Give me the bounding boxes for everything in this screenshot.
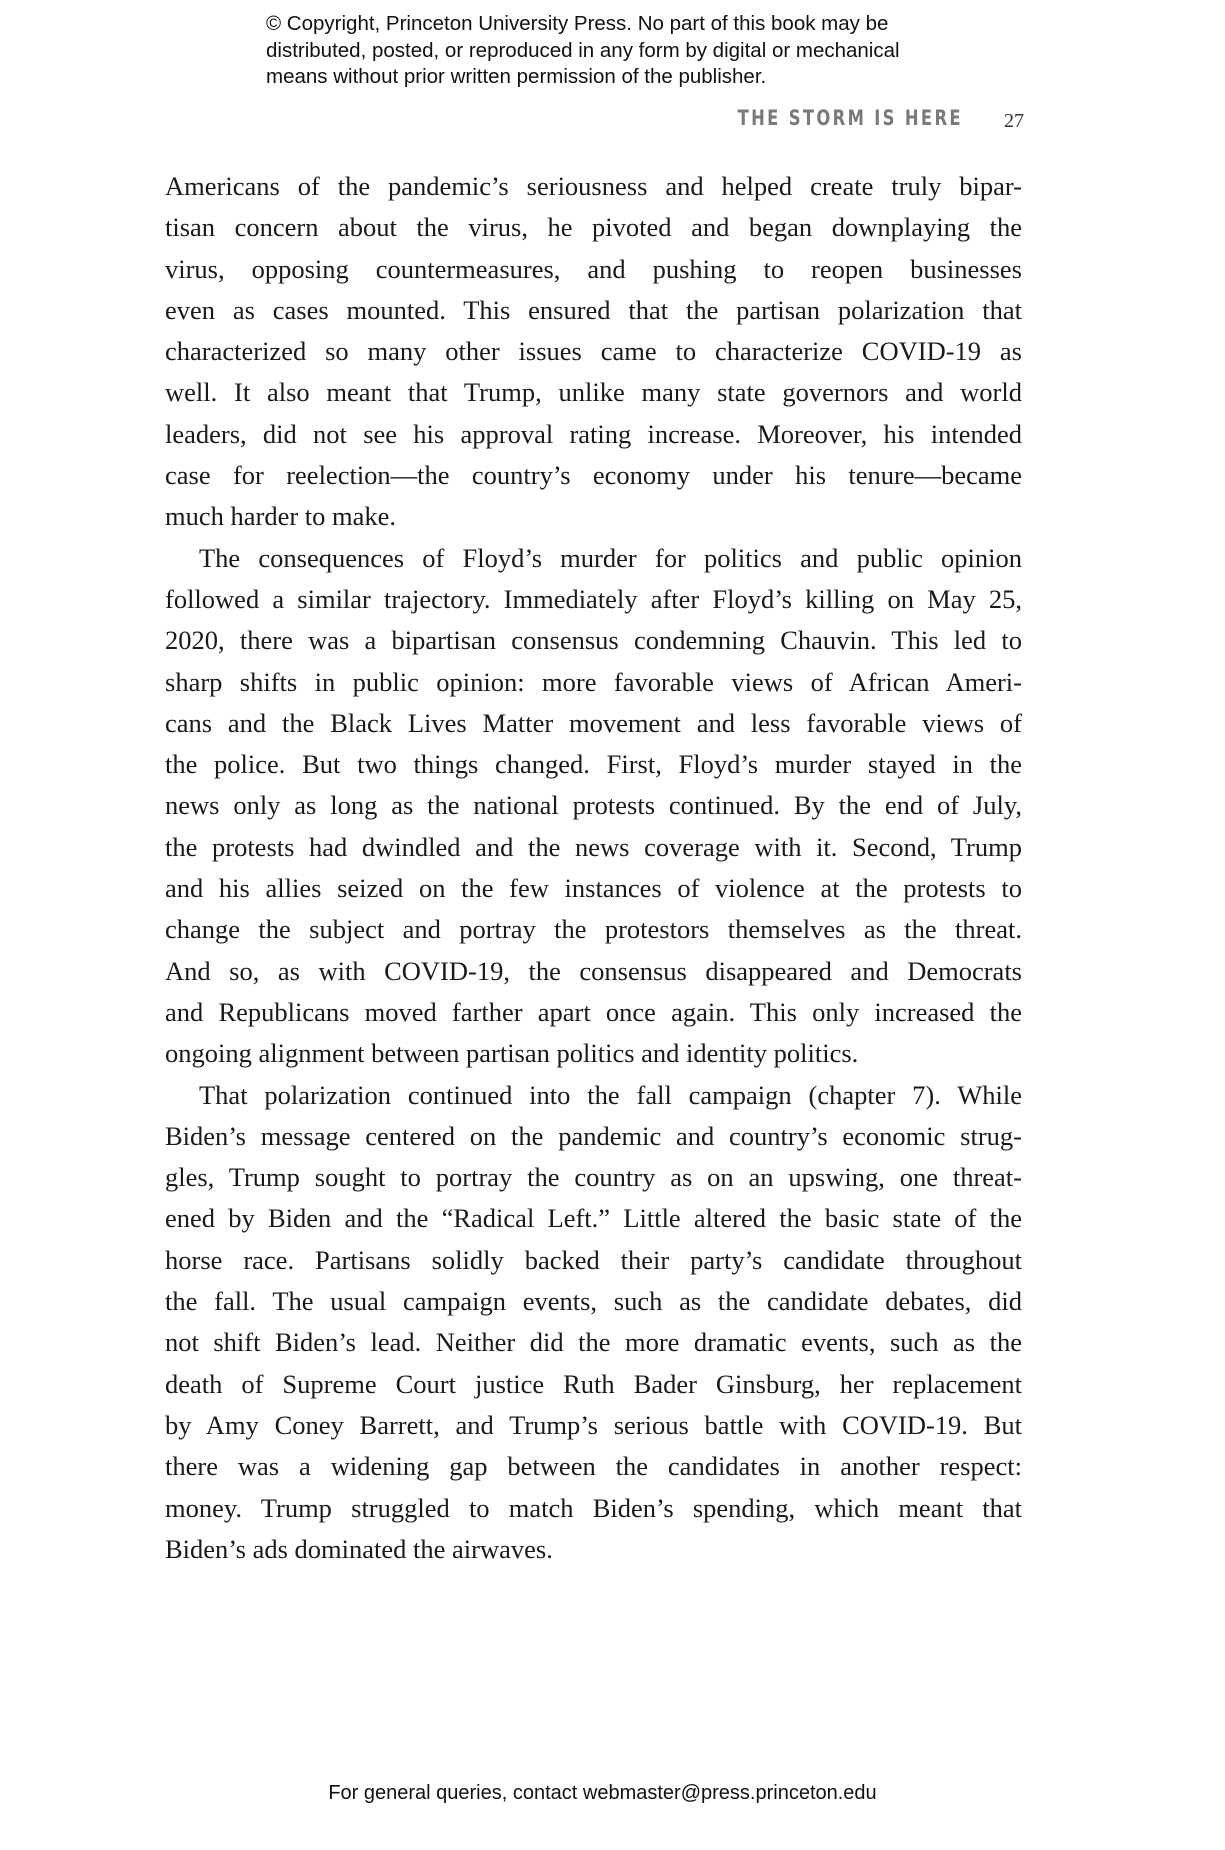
text-line: cans and the Black Lives Matter movement and less favorable views of	[165, 707, 1022, 738]
paragraph	[165, 166, 1022, 538]
text-line: and Republicans moved farther apart once again. This only increased the	[165, 996, 1022, 1027]
text-line: well. It also meant that Trump, unlike many state governors and world	[165, 377, 1022, 408]
text-line: the protests had dwindled and the news coverage with it. Second, Trump	[165, 831, 1022, 862]
text-line: not shift Biden’s lead. Neither did the more dramatic events, such as the	[165, 1327, 1022, 1358]
text-line: and his allies seized on the few instances of violence at the protests to	[165, 873, 1022, 904]
text-line: much harder to make.	[165, 501, 397, 532]
text-line: the police. But two things changed. First, Floyd’s murder stayed in the	[165, 749, 1022, 780]
text-line: even as cases mounted. This ensured that the partisan polarization that	[165, 294, 1022, 325]
text-line: sharp shifts in public opinion: more favorable views of African Ameri-	[165, 666, 1022, 697]
text-line: virus, opposing countermeasures, and pushing to reopen businesses	[165, 253, 1022, 284]
copyright-line: © Copyright, Princeton University Press. No part of this book may be	[266, 12, 889, 35]
page-number: 27	[1004, 110, 1024, 132]
running-head-title: THE STORM IS HERE	[737, 106, 963, 130]
text-line: tisan concern about the virus, he pivoted and began downplaying the	[165, 212, 1022, 243]
text-line: case for reelection—the country’s economy under his tenure—became	[165, 460, 1022, 491]
text-line: That polarization continued into the fall campaign (chapter 7). While	[199, 1079, 1022, 1110]
paragraph	[165, 1075, 1022, 1571]
text-line: 2020, there was a bipartisan consensus condemning Chauvin. This led to	[165, 625, 1022, 656]
text-line: Biden’s ads dominated the airwaves.	[165, 1533, 553, 1564]
text-line: death of Supreme Court justice Ruth Bader Ginsburg, her replacement	[165, 1368, 1022, 1399]
text-line: horse race. Partisans solidly backed their party’s candidate throughout	[165, 1244, 1022, 1275]
body-text	[165, 166, 1022, 1570]
text-line: Americans of the pandemic’s seriousness and helped create truly bipar-	[165, 171, 1022, 201]
text-line: leaders, did not see his approval rating increase. Moreover, his intended	[165, 418, 1022, 449]
text-line: there was a widening gap between the candidates in another respect:	[165, 1451, 1022, 1482]
copyright-line: means without prior written permission of the publisher.	[266, 65, 767, 88]
footer-contact: For general queries, contact webmaster@press.princeton.edu	[328, 1782, 877, 1804]
paragraph	[165, 538, 1022, 1075]
text-line: followed a similar trajectory. Immediately after Floyd’s killing on May 25,	[165, 583, 1022, 614]
copyright-notice	[266, 11, 900, 91]
text-line: And so, as with COVID-19, the consensus disappeared and Democrats	[165, 955, 1022, 986]
text-line: money. Trump struggled to match Biden’s spending, which meant that	[165, 1492, 1022, 1523]
copyright-line: distributed, posted, or reproduced in any form by digital or mechanical	[266, 38, 900, 62]
text-line: ongoing alignment between partisan politics and identity politics.	[165, 1038, 859, 1069]
text-line: the fall. The usual campaign events, such as the candidate debates, did	[165, 1286, 1022, 1317]
text-line: ened by Biden and the “Radical Left.” Little altered the basic state of the	[165, 1203, 1022, 1234]
text-line: characterized so many other issues came to characterize COVID-19 as	[165, 336, 1022, 367]
text-line: news only as long as the national protests continued. By the end of July,	[165, 790, 1022, 821]
text-line: The consequences of Floyd’s murder for politics and public opinion	[199, 542, 1022, 573]
text-line: change the subject and portray the protestors themselves as the threat.	[165, 914, 1022, 945]
text-line: Biden’s message centered on the pandemic and country’s economic strug-	[165, 1120, 1022, 1151]
text-line: gles, Trump sought to portray the country as on an upswing, one threat-	[165, 1162, 1022, 1193]
text-line: by Amy Coney Barrett, and Trump’s serious battle with COVID-19. But	[165, 1409, 1022, 1440]
